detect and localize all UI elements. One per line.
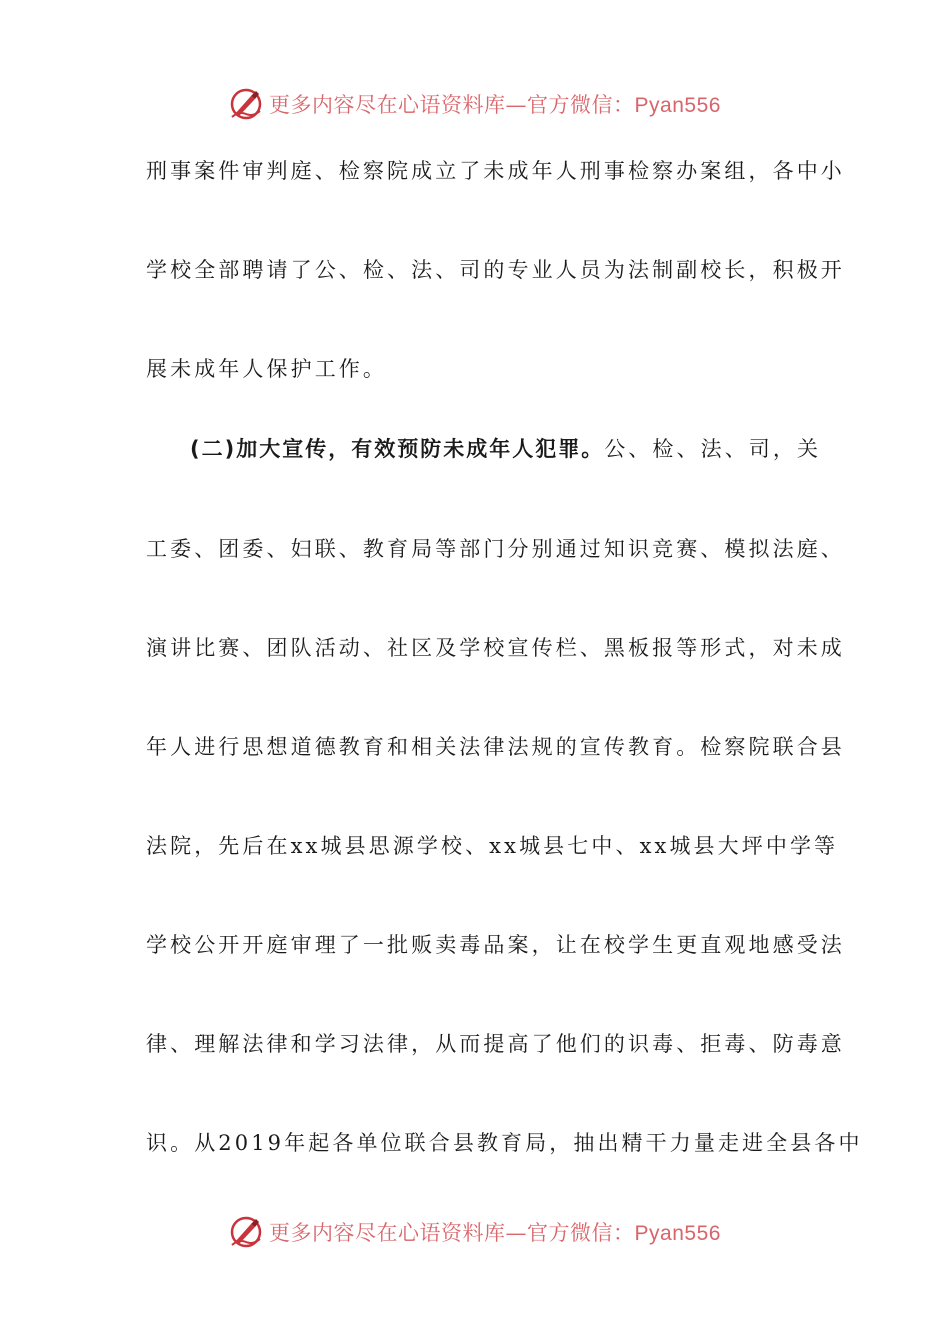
banner-text: 更多内容尽在心语资料库—官方微信：Pyan556 xyxy=(269,1221,721,1245)
paragraph-line: 刑事案件审判庭、检察院成立了未成年人刑事检察办案组，各中小 xyxy=(146,159,845,183)
banner-text: 更多内容尽在心语资料库—官方微信：Pyan556 xyxy=(269,93,721,117)
header-banner xyxy=(0,82,950,126)
paragraph-line: 学校公开开庭审理了一批贩卖毒品案，让在校学生更直观地感受法 xyxy=(146,933,845,957)
section-text: 公、检、法、司，关 xyxy=(604,437,822,461)
pen-logo-icon xyxy=(229,1215,263,1249)
paragraph-line: 展未成年人保护工作。 xyxy=(146,357,387,381)
paragraph-line: 法院，先后在xx城县思源学校、xx城县七中、xx城县大坪中学等 xyxy=(146,834,839,858)
section-line xyxy=(190,434,850,464)
paragraph-line: 工委、团委、妇联、教育局等部门分别通过知识竞赛、模拟法庭、 xyxy=(146,537,845,561)
paragraph-line: 律、理解法律和学习法律，从而提高了他们的识毒、拒毒、防毒意 xyxy=(146,1032,845,1056)
paragraph-line: 学校全部聘请了公、检、法、司的专业人员为法制副校长，积极开 xyxy=(146,258,845,282)
pen-logo-icon xyxy=(229,87,263,121)
section-heading: (二)加大宣传，有效预防未成年人犯罪。 xyxy=(190,437,605,461)
paragraph-line: 年人进行思想道德教育和相关法律法规的宣传教育。检察院联合县 xyxy=(146,735,845,759)
paragraph-line: 识。从2019年起各单位联合县教育局，抽出精干力量走进全县各中 xyxy=(146,1131,863,1155)
footer-banner xyxy=(0,1210,950,1254)
paragraph-line: 演讲比赛、团队活动、社区及学校宣传栏、黑板报等形式，对未成 xyxy=(146,636,845,660)
